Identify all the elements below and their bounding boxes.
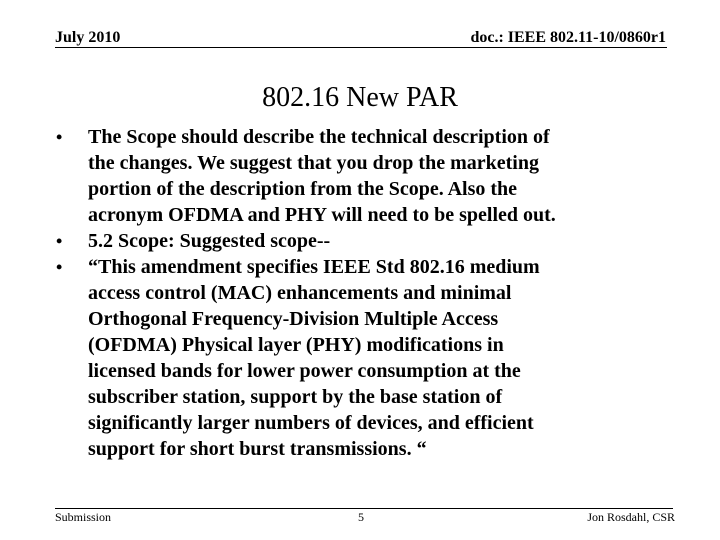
footer-author: Jon Rosdahl, CSR xyxy=(587,510,675,524)
bullet-text-line: portion of the description from the Scope. Also the xyxy=(88,178,518,200)
page-number: 5 xyxy=(358,510,364,524)
bullet-text-line: the changes. We suggest that you drop the marketing xyxy=(88,152,539,174)
bullet-text-line: “This amendment specifies IEEE Std 802.16 medium xyxy=(88,256,540,278)
footer-submission: Submission xyxy=(55,510,112,524)
bullet-marker: • xyxy=(56,257,63,277)
bullet-text-line: Orthogonal Frequency-Division Multiple Access xyxy=(88,308,499,330)
header-doc-id: doc.: IEEE 802.11-10/0860r1 xyxy=(470,29,666,46)
footer-divider xyxy=(55,508,673,509)
bullet-text-line: support for short burst transmissions. “ xyxy=(88,438,427,460)
bullet-item-suggested-scope xyxy=(56,228,666,254)
bullet-item-amendment-text xyxy=(56,254,666,462)
bullet-text-line: The Scope should describe the technical description of xyxy=(88,126,550,148)
bullet-marker: • xyxy=(56,127,63,147)
bullet-text-line: significantly larger numbers of devices, and efficient xyxy=(88,412,534,434)
slide-title: 802.16 New PAR xyxy=(262,82,458,113)
bullet-text-line: subscriber station, support by the base station of xyxy=(88,386,503,408)
header-divider xyxy=(55,47,667,48)
bullet-text-line: licensed bands for lower power consumption at the xyxy=(88,360,521,382)
bullet-item-scope-description xyxy=(56,124,666,228)
bullet-marker: • xyxy=(56,231,63,251)
bullet-list xyxy=(56,124,666,462)
bullet-text-line: 5.2 Scope: Suggested scope-- xyxy=(88,230,331,252)
bullet-text-line: (OFDMA) Physical layer (PHY) modifications in xyxy=(88,334,504,356)
bullet-text-line: access control (MAC) enhancements and minimal xyxy=(88,282,512,304)
header-date: July 2010 xyxy=(55,29,121,46)
bullet-text-line: acronym OFDMA and PHY will need to be spelled out. xyxy=(88,204,556,226)
